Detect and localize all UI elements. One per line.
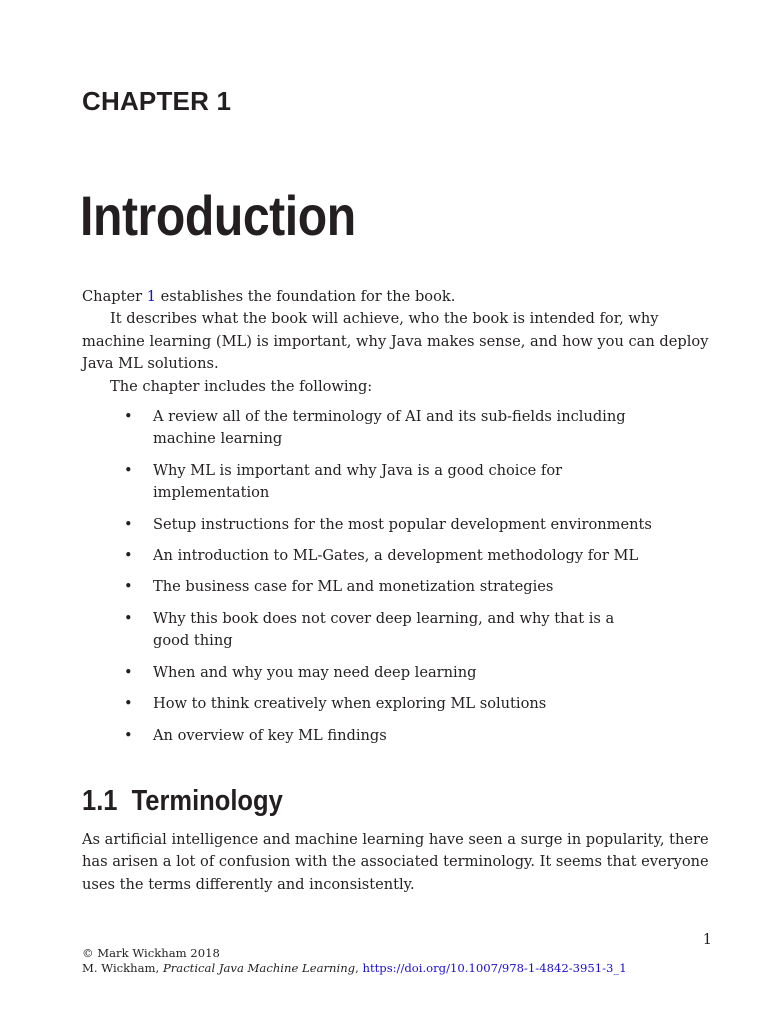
list-item-text: When and why you may need deep learning: [153, 663, 477, 681]
footer-book-title: Practical Java Machine Learning: [162, 961, 356, 975]
list-item: [82, 545, 673, 567]
intro-paragraph-3: The chapter includes the following:: [110, 377, 373, 395]
list-item-text: Why ML is important and why Java is a good choice for implementation: [153, 461, 563, 502]
list-item: [82, 662, 633, 684]
list-item-text: How to think creatively when exploring ML solutions: [153, 695, 547, 713]
bullet-icon: •: [124, 547, 133, 565]
bullet-icon: •: [124, 663, 133, 681]
list-item: [82, 693, 633, 715]
intro-paragraph-1-prefix: Chapter: [82, 288, 147, 305]
bullet-icon: •: [124, 695, 133, 713]
intro-paragraph-1: [82, 286, 712, 308]
list-item: [82, 514, 673, 536]
bullet-icon: •: [124, 578, 133, 596]
bullet-icon: •: [124, 726, 133, 744]
section-paragraph: As artificial intelligence and machine learning have seen a surge in popularity, there has arisen a lot of confusion with the associated terminology. It seems that everyone uses the terms differently and inconsistently.: [82, 831, 709, 893]
list-item-text: An introduction to ML-Gates, a development methodology for ML: [153, 547, 639, 565]
section-number: 1.1: [82, 785, 118, 817]
list-item: [82, 576, 633, 598]
list-item-text: An overview of key ML findings: [153, 726, 387, 744]
section-heading: [82, 784, 283, 818]
chapter-title: Introduction: [80, 184, 356, 247]
bullet-icon: •: [124, 408, 133, 426]
footer-citation: [82, 961, 627, 976]
list-item: [82, 406, 633, 451]
page-number: 1: [702, 932, 712, 948]
doi-link[interactable]: https://doi.org/10.1007/978-1-4842-3951-3_1: [362, 961, 627, 975]
bullet-icon: •: [124, 609, 133, 627]
chapter-reference-link[interactable]: 1: [146, 288, 157, 305]
bullet-list: [82, 406, 712, 747]
list-item-text: The business case for ML and monetization strategies: [153, 578, 554, 596]
footer-citation-prefix: M. Wickham,: [82, 961, 163, 975]
intro-body: [82, 286, 712, 756]
bullet-icon: •: [124, 461, 133, 479]
list-item: [82, 460, 633, 505]
intro-paragraph-2: It describes what the book will achieve, who the book is intended for, why machine learning (ML) is important, why Java makes sense, and how you can deploy Java ML solutions.: [82, 310, 709, 373]
list-item: [82, 725, 633, 747]
section-title: Terminology: [131, 785, 283, 817]
footer: [82, 946, 627, 976]
footer-citation-separator: ,: [355, 961, 363, 975]
footer-copyright: © Mark Wickham 2018: [82, 946, 220, 960]
bullet-icon: •: [124, 515, 133, 533]
intro-paragraph-1-suffix: establishes the foundation for the book.: [156, 288, 456, 305]
list-item: [82, 608, 633, 653]
list-item-text: Setup instructions for the most popular development environments: [153, 515, 652, 533]
chapter-label: CHAPTER 1: [82, 86, 232, 116]
list-item-text: A review all of the terminology of AI and its sub-fields including machine learning: [153, 408, 626, 448]
list-item-text: Why this book does not cover deep learning, and why that is a good thing: [153, 609, 615, 650]
